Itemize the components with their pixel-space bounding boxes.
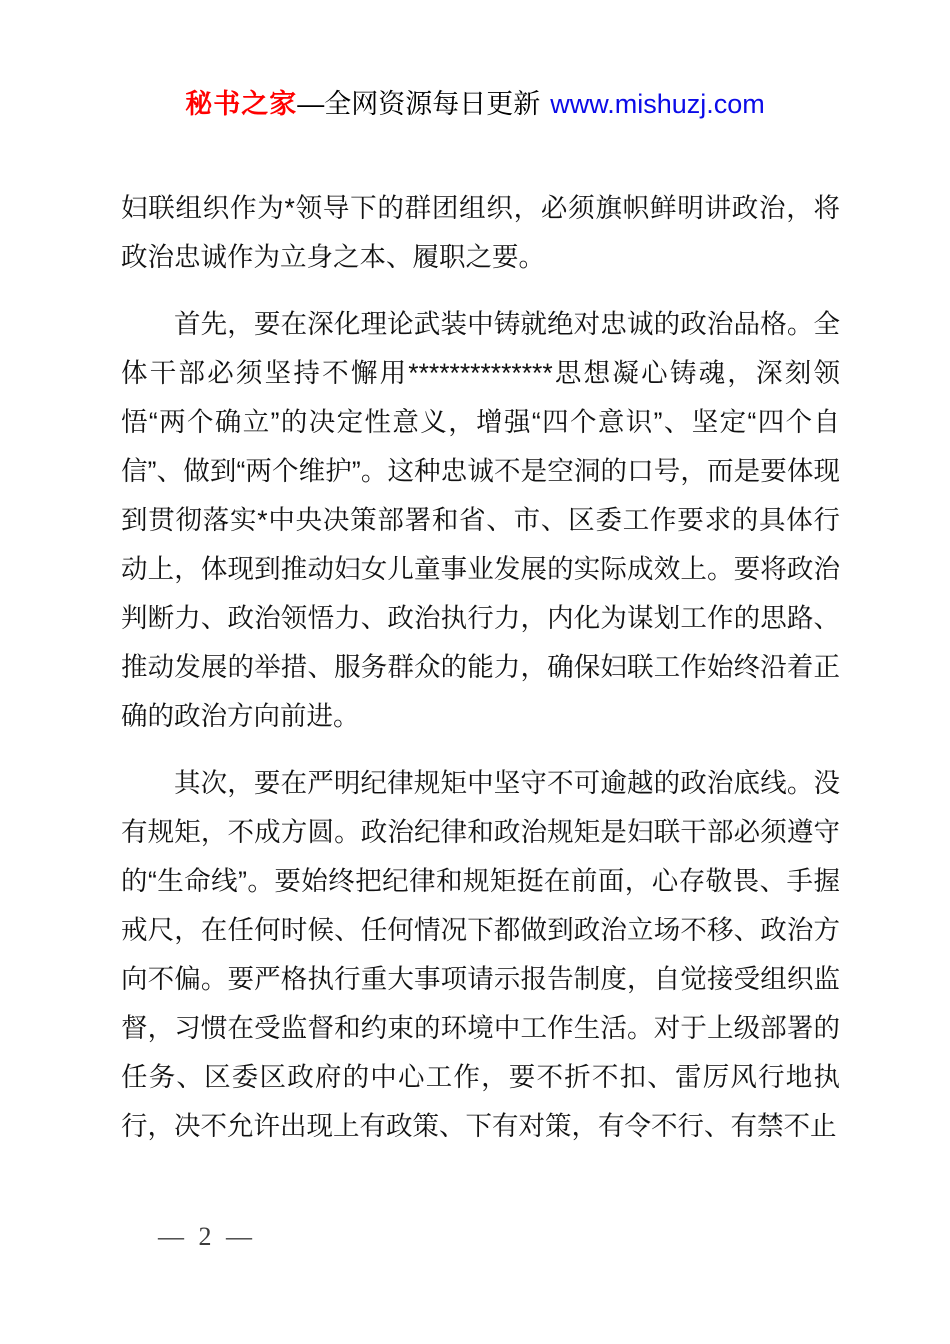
site-url: www.mishuzj.com <box>550 89 765 119</box>
page-number-label: — 2 — <box>158 1222 256 1251</box>
document-body <box>121 184 840 1151</box>
site-name: 秘书之家 <box>185 89 298 119</box>
paragraph-2: 首先，要在深化理论武装中铸就绝对忠诚的政治品格。全体干部必须坚持不懈用**************思想凝心铸魂，深刻领悟“两个确立”的决定性意义，增强“四个意识”、坚定“四个自信”、做到“两个维护”。这种忠诚不是空洞的口号，而是要体现到贯彻落实*中央决策部署和省、市、区委工作要求的具体行动上，体现到推动妇女儿童事业发展的实际成效上。要将政治判断力、政治领悟力、政治执行力，内化为谋划工作的思路、推动发展的举措、服务群众的能力，确保妇联工作始终沿着正确的政治方向前进。 <box>121 309 840 731</box>
header-tagline: —全网资源每日更新 <box>297 89 541 119</box>
page-footer <box>158 1222 256 1252</box>
page-header <box>0 88 950 120</box>
paragraph-3: 其次，要在严明纪律规矩中坚守不可逾越的政治底线。没有规矩，不成方圆。政治纪律和政治规矩是妇联干部必须遵守的“生命线”。要始终把纪律和规矩挺在前面，心存敬畏、手握戒尺，在任何时候、任何情况下都做到政治立场不移、政治方向不偏。要严格执行重大事项请示报告制度，自觉接受组织监督，习惯在受监督和约束的环境中工作生活。对于上级部署的任务、区委区政府的中心工作，要不折不扣、雷厉风行地执行，决不允许出现上有政策、下有对策，有令不行、有禁不止 <box>121 768 840 1141</box>
paragraph-1: 妇联组织作为*领导下的群团组织，必须旗帜鲜明讲政治，将政治忠诚作为立身之本、履职之要。 <box>121 193 840 272</box>
